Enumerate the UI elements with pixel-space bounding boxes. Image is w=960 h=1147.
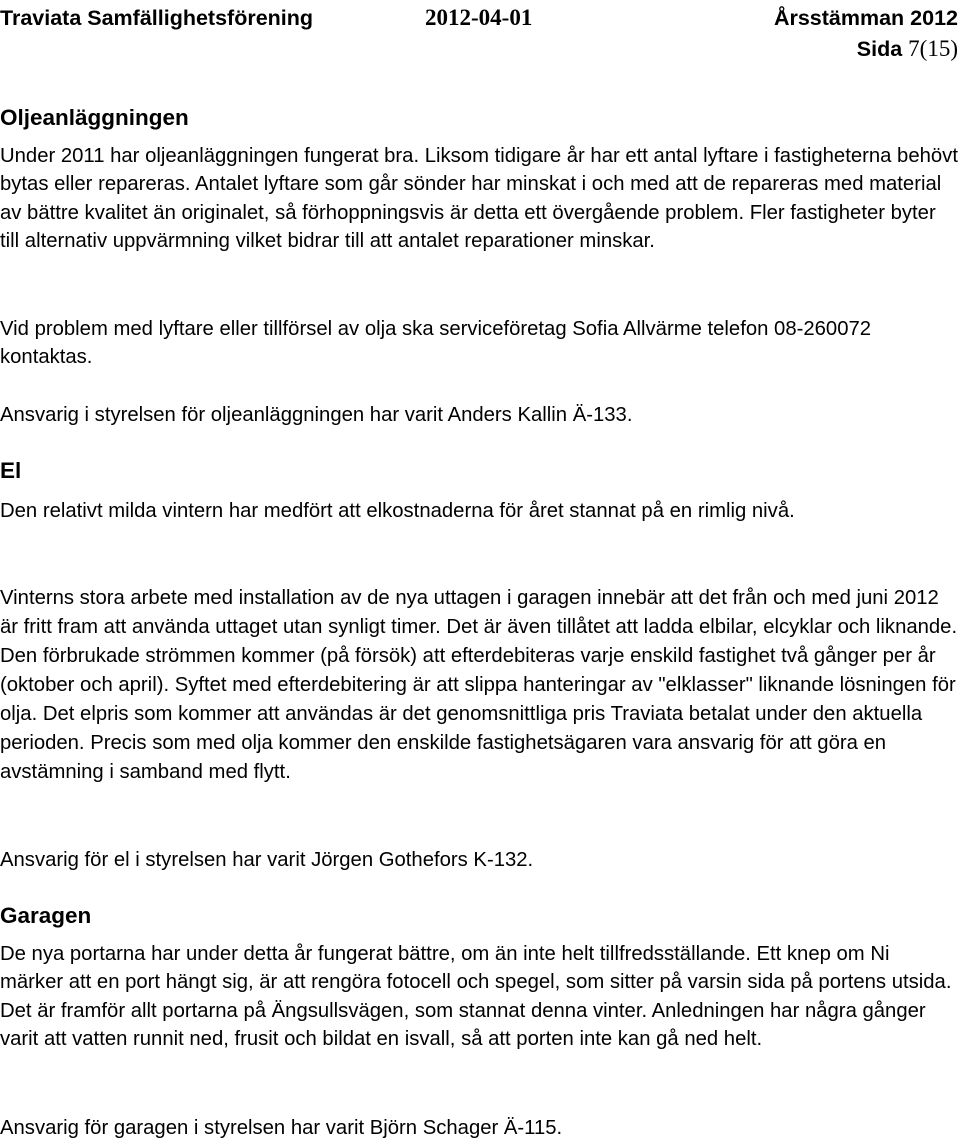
meeting-title: Årsstämman 2012 — [773, 6, 958, 30]
document-date: 2012-04-01 — [425, 5, 533, 30]
section-heading-garage: Garagen — [0, 903, 92, 928]
oil-paragraph-3: Ansvarig i styrelsen för oljeanläggningen har varit Anders Kallin Ä-133. — [0, 404, 633, 426]
garage-paragraph-1: De nya portarna har under detta år fungerat bättre, om än inte helt tillfredsställande. Ett knep om Ni märker att en port hängt sig, är att rengöra fotocell och spegel, som sitter på varsin sida på portens utsida. Det är framför allt portarna på Ängsullsvägen, som stannat denna vinter. Anledningen har några gånger varit att vatten runnit ned, frusit och bildat en isvall, så att porten inte kan gå ned helt. — [0, 943, 952, 1051]
page-indicator — [857, 36, 958, 62]
el-paragraph-3: Ansvarig för el i styrelsen har varit Jörgen Gothefors K-132. — [0, 849, 534, 871]
page-label: Sida — [856, 37, 903, 61]
garage-paragraph-2: Ansvarig för garagen i styrelsen har varit Björn Schager Ä-115. — [0, 1117, 563, 1139]
section-heading-oil: Oljeanläggningen — [0, 105, 189, 130]
el-paragraph-1: Den relativt milda vintern har medfört att elkostnaderna för året stannat på en rimlig nivå. — [0, 500, 795, 522]
organization-name: Traviata Samfällighetsförening — [0, 6, 314, 30]
section-heading-el: El — [0, 458, 22, 483]
page-number: 7(15) — [908, 36, 958, 61]
el-paragraph-2: Vinterns stora arbete med installation av de nya uttagen i garagen innebär att det från och med juni 2012 är fritt fram att använda uttaget utan synligt timer. Det är även tillåtet att ladda elbilar, elcyklar och liknande. Den förbrukade strömmen kommer (på försök) att efterdebiteras varje enskild fastighet två gånger per år (oktober och april). Syftet med efterdebitering är att slippa hanteringar av "elklasser" liknande lösningen för olja. Det elpris som kommer att användas är det genomsnittliga pris Traviata betalat under den aktuella perioden. Precis som med olja kommer den enskilde fastighetsägaren vara ansvarig för att göra en avstämning i samband med flytt. — [0, 587, 958, 783]
oil-paragraph-1: Under 2011 har oljeanläggningen fungerat bra. Liksom tidigare år har ett antal lyftare i fastigheterna behövt bytas eller repareras. Antalet lyftare som går sönder har minskat i och med att de repareras med material av bättre kvalitet än originalet, så förhoppningsvis är detta ett övergående problem. Fler fastigheter byter till alternativ uppvärmning vilket bidrar till att antalet reparationer minskar. — [0, 145, 958, 253]
page-header — [0, 0, 960, 70]
oil-paragraph-2: Vid problem med lyftare eller tillförsel av olja ska serviceföretag Sofia Allvärme telefon 08-260072 kontaktas. — [0, 318, 872, 369]
